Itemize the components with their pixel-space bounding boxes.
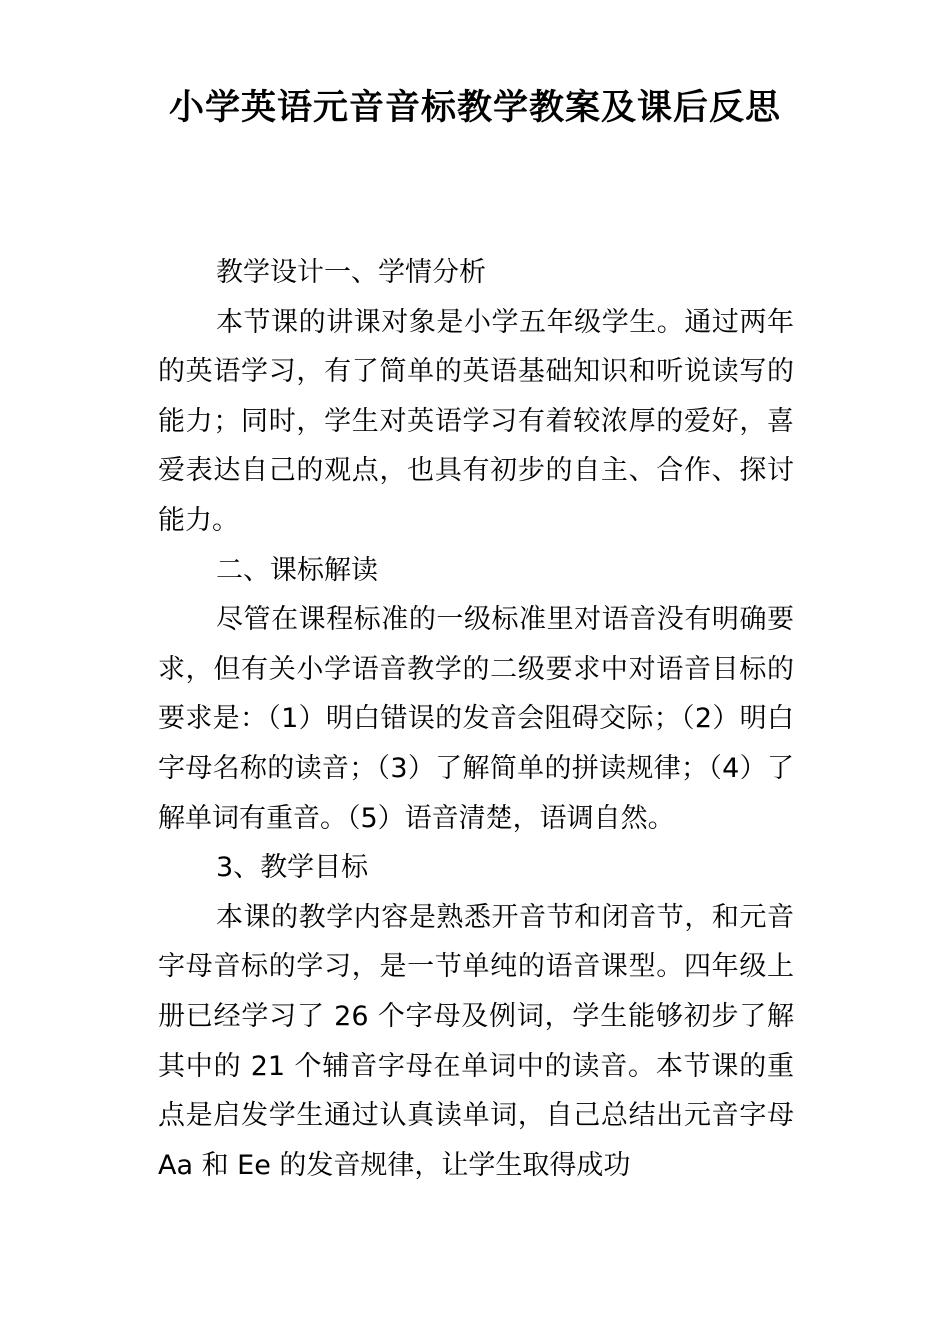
section-heading-objectives: 3、教学目标 xyxy=(216,852,369,884)
paragraph-objectives: 本课的教学内容是熟悉开音节和闭音节，和元音字母音标的学习，是一节单纯的语音课型。四年级上册已经学习了 26 个字母及例词，学生能够初步了解其中的 21 个辅音字母在单词中的读音。本节课的重点是启发学生通过认真读单词，自己总结出元音字母 Aa 和 Ee 的发音规律，让学生取得成功 xyxy=(158,901,794,1181)
document-body xyxy=(158,248,794,1190)
section-heading-analysis: 教学设计一、学情分析 xyxy=(216,257,486,288)
paragraph-student-analysis: 本节课的讲课对象是小学五年级学生。通过两年的英语学习，有了简单的英语基础知识和听说读写的能力；同时，学生对英语学习有着较浓厚的爱好，喜爱表达自己的观点，也具有初步的自主、合作、探讨能力。 xyxy=(158,306,794,536)
document-title: 小学英语元音音标教学教案及课后反思 xyxy=(168,88,781,128)
section-heading-curriculum: 二、课标解读 xyxy=(216,554,378,586)
paragraph-curriculum: 尽管在课程标准的一级标准里对语音没有明确要求，但有关小学语音教学的二级要求中对语音目标的要求是：（1）明白错误的发音会阻碍交际；（2）明白字母名称的读音；（3）了解简单的拼读规律；（4）了解单词有重音。（5）语音清楚，语调自然。 xyxy=(158,604,794,834)
